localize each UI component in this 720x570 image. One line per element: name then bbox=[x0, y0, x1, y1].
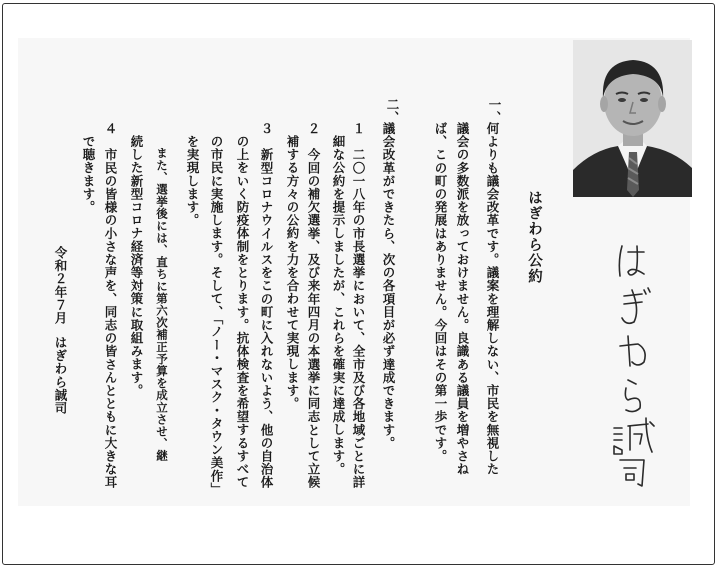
candidate-portrait bbox=[573, 40, 692, 197]
section2-item-line: を実現します。 bbox=[185, 135, 200, 227]
section2-item-line: ３ 新型コロナウイルスをこの町に入れないよう、他の自治体 bbox=[259, 122, 274, 489]
section2-item-line: また、選挙後には、直ちに第六次補正予算を成立させ、継 bbox=[155, 135, 169, 462]
section2-item-line: 続した新型コロナ経済等対策に取組みます。 bbox=[129, 135, 144, 397]
document-title: はぎわら公約 bbox=[526, 190, 543, 285]
section2-marker: 二、 bbox=[385, 98, 400, 125]
document-author: はぎわら誠司 bbox=[53, 336, 68, 415]
section2-item-line: の市民に実施します。そして、「ノー・マスク・タウン美作」 bbox=[209, 135, 224, 496]
handwritten-signature bbox=[604, 238, 660, 488]
section2-intro: 議会改革ができたら、次の各項目が必ず達成できます。 bbox=[381, 122, 396, 450]
section2-item-line: の上をいく防疫体制をとります。抗体検査を希望するすべて bbox=[235, 135, 250, 489]
section1-line: ば、この町の発展はありません。今回はその第一歩です。 bbox=[433, 122, 448, 463]
section2-item-line: で聴きます。 bbox=[81, 135, 96, 214]
section2-item-line: 細な公約を提示しましたが、これらを確実に達成します。 bbox=[331, 135, 346, 476]
section1-line: 何よりも議会改革です。議案を理解しない、市民を無視した bbox=[485, 122, 500, 476]
section1-line: 議会の多数派を放っておけません。良識ある議員を増やさね bbox=[455, 122, 470, 476]
section2-item-line: １ 二〇一八年の市長選挙において、全市及び各地域ごとに詳 bbox=[351, 122, 366, 489]
document-date: 令和２年７月 bbox=[53, 246, 68, 325]
section2-item-line: 補する方々の公約を力を合わせて実現します。 bbox=[285, 135, 300, 411]
section2-item-line: ４ 市民の皆様の小さな声を、同志の皆さんとともに大きな耳 bbox=[103, 122, 118, 489]
section2-item-line: ２ 今回の補欠選挙、及び来年四月の本選挙に同志として立候 bbox=[306, 122, 321, 489]
section1-marker: 一、 bbox=[487, 98, 502, 125]
